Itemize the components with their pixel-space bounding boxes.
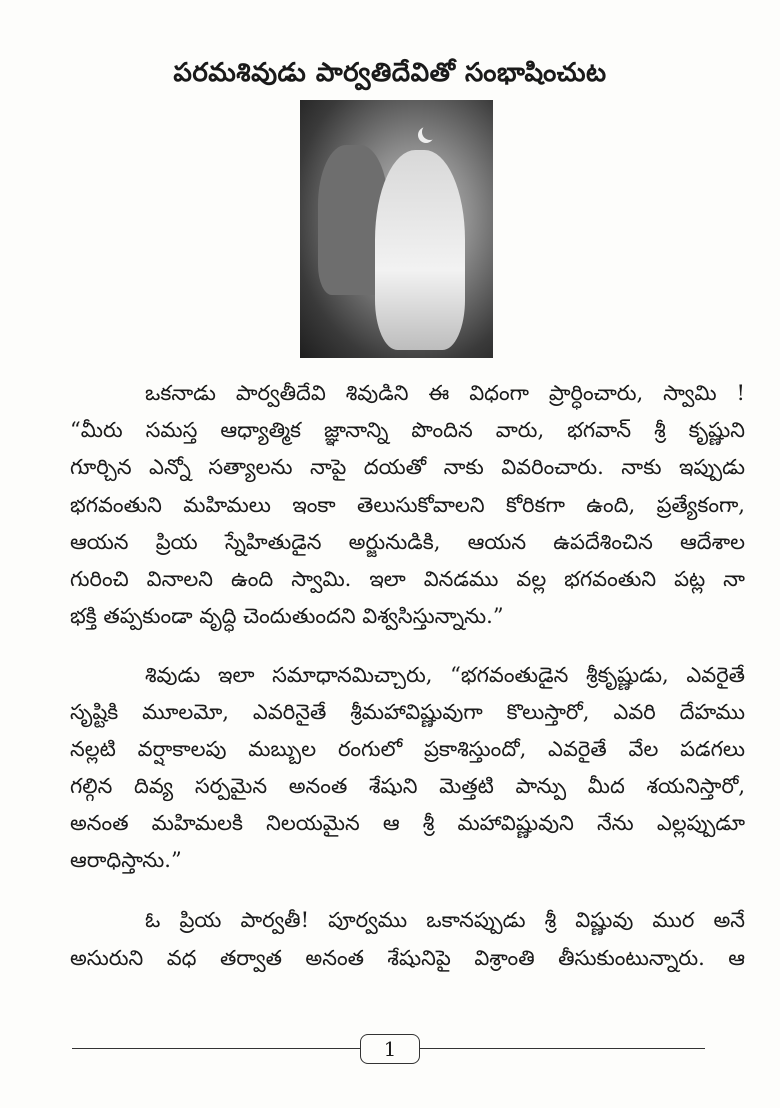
paragraph-2-line: సృష్టికి మూలమో, ఎవరినైతే శ్రీమహావిష్ణువుగా కొలుస్తారో, ఎవరి దేహము: [70, 700, 745, 724]
paragraph-1-line: ఒకనాడు పార్వతీదేవి శివుడిని ఈ విధంగా ప్రార్ధించారు, స్వామి !: [145, 381, 745, 405]
footer-rule-right: [420, 1048, 705, 1049]
footer-rule-left: [72, 1048, 360, 1049]
shiva-parvati-illustration: [300, 100, 493, 358]
paragraph-1-line: భగవంతుని మహిమలు ఇంకా తెలుసుకోవాలని కోరికగా ఉంది, ప్రత్యేకంగా,: [70, 493, 745, 517]
paragraph-3-line: ఓ ప్రియ పార్వతీ! పూర్వము ఒకానప్పుడు శ్రీ విష్ణువు ముర అనే: [145, 908, 745, 932]
crescent-moon-icon: [422, 124, 438, 140]
paragraph-1-line: ఆయన ప్రియ స్నేహితుడైన అర్జునుడికి, ఆయన ఉపదేశించిన ఆదేశాల: [70, 530, 745, 554]
parvati-figure: [375, 150, 465, 350]
paragraph-1-line: భక్తి తప్పకుండా వృద్ధి చెందుతుందని విశ్వసిస్తున్నాను.”: [70, 604, 504, 628]
paragraph-2-line: నల్లటి వర్షాకాలపు మబ్బుల రంగులో ప్రకాశిస్తుందో, ఎవరైతే వేల పడగలు: [70, 737, 745, 761]
paragraph-2-line: శివుడు ఇలా సమాధానమిచ్చారు, “భగవంతుడైన శ్రీకృష్ణుడు, ఎవరైతే: [145, 663, 745, 687]
page-title: పరమశివుడు పార్వతిదేవితో సంభాషించుట: [173, 58, 607, 88]
page-number: 1: [360, 1034, 420, 1064]
paragraph-2-line: అనంత మహిమలకి నిలయమైన ఆ శ్రీ మహావిష్ణువుని నేను ఎల్లప్పుడూ: [70, 811, 745, 835]
paragraph-1-line: గూర్చిన ఎన్నో సత్యాలను నాపై దయతో నాకు వివరించారు. నాకు ఇప్పుడు: [70, 455, 745, 479]
paragraph-2-line: ఆరాధిస్తాను.”: [70, 848, 182, 872]
paragraph-1-line: గురించి వినాలని ఉంది స్వామి. ఇలా వినడము వల్ల భగవంతుని పట్ల నా: [70, 567, 745, 591]
paragraph-3-line: అసురుని వధ తర్వాత అనంత శేషునిపై విశ్రాంతి తీసుకుంటున్నారు. ఆ: [70, 946, 745, 970]
paragraph-2-line: గల్గిన దివ్య సర్పమైన అనంత శేషుని మెత్తటి పాన్పు మీద శయనిస్తారో,: [70, 774, 745, 798]
paragraph-1-line: “మీరు సమస్త ఆధ్యాత్మిక జ్ఞానాన్ని పొందిన వారు, భగవాన్ శ్రీ కృష్ణుని: [70, 418, 745, 442]
